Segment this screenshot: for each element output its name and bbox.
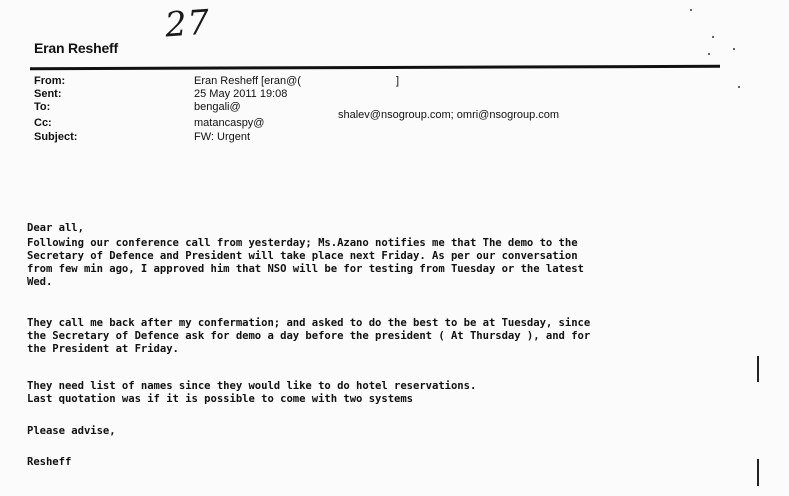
header-label-to: To: [34, 101, 51, 113]
body-line: Secretary of Defence and President will take place next Friday. As per our conversation [27, 250, 578, 262]
body-line: the President at Friday. [27, 343, 179, 355]
header-label-sent: Sent: [34, 88, 62, 100]
email-header-subject [34, 131, 694, 144]
scan-speck [690, 9, 692, 11]
scan-speck [738, 86, 740, 88]
header-value-from-close: ] [396, 75, 400, 87]
page-number-handwritten: 27 [163, 2, 212, 46]
header-value-to: bengali@ [194, 101, 241, 113]
margin-mark [757, 356, 759, 382]
header-value-sent: 25 May 2011 19:08 [194, 88, 288, 100]
email-closing: Please advise, [27, 425, 116, 437]
header-label-from: From: [34, 75, 66, 87]
body-line: Last quotation was if it is possible to come with two systems [27, 393, 414, 405]
email-header-sent [34, 88, 694, 101]
body-line: They call me back after my confermation; and asked to do the best to be at Tuesday, since [27, 317, 591, 329]
sender-name-heading: Eran Resheff [34, 40, 118, 56]
header-value-cc: matancaspy@ [194, 117, 265, 129]
body-line: They need list of names since they would like to do hotel reservations. [27, 380, 477, 392]
body-line: the Secretary of Defence ask for demo a day before the president ( At Thursday ), and for [27, 330, 591, 342]
header-value-from: Eran Resheff [eran@( [194, 75, 301, 87]
email-header-cc [34, 117, 694, 130]
scan-speck [733, 48, 735, 50]
scan-speck [708, 53, 710, 55]
body-line: from few min ago, I approved him that NSO will be for testing from Tuesday or the latest [27, 263, 584, 275]
header-divider [30, 65, 720, 70]
email-signature: Resheff [27, 456, 72, 468]
header-label-subject: Subject: [34, 131, 78, 143]
header-label-cc: Cc: [34, 117, 52, 129]
body-line: Following our conference call from yesterday; Ms.Azano notifies me that The demo to the [27, 237, 578, 249]
header-value-to-recipients: shalev@nsogroup.com; omri@nsogroup.com [338, 109, 560, 121]
header-value-subject: FW: Urgent [194, 131, 251, 143]
margin-mark [757, 459, 759, 486]
email-header-from [34, 75, 694, 88]
email-header-to [34, 101, 694, 121]
email-greeting: Dear all, [27, 222, 84, 234]
scan-speck [712, 36, 714, 38]
body-line: Wed. [27, 276, 53, 288]
